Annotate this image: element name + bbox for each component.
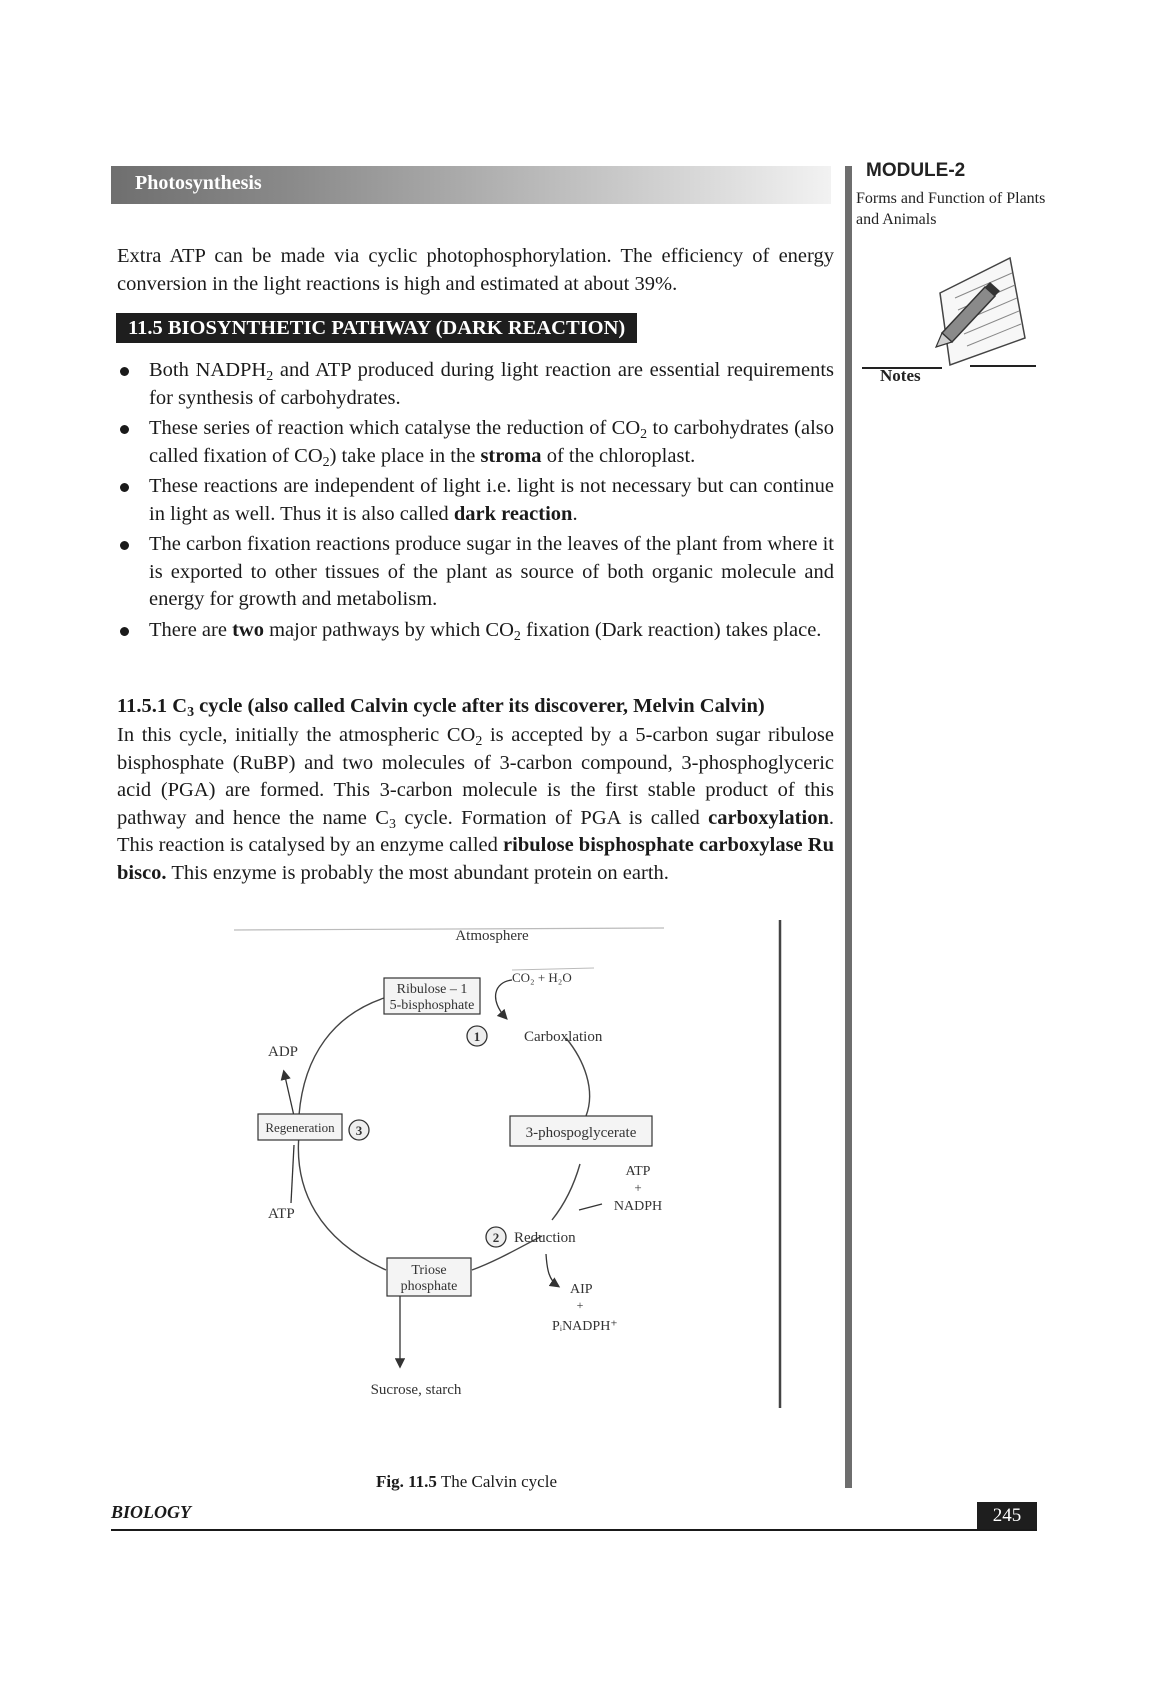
- regeneration-label: Regeneration: [265, 1120, 335, 1135]
- footer-subject: BIOLOGY: [111, 1502, 191, 1522]
- bullet-item: The carbon fixation reactions produce sugar in the leaves of the plant from where it is exported to other tissues of the plant as source of both organic molecule and energy for growth and metabolism.: [117, 531, 834, 614]
- module-subtitle: Forms and Function of Plants and Animals: [856, 190, 1046, 228]
- bullet-list: [117, 357, 834, 647]
- plus-sign-1: +: [634, 1180, 642, 1195]
- footer-rule: [111, 1529, 1037, 1531]
- arc-regeneration-triose: [298, 1135, 386, 1270]
- pi-nadph-label: PᵢNADPH⁺: [552, 1319, 618, 1334]
- co2-input-arrow: [496, 980, 512, 1018]
- triose-label-1: Triose: [411, 1263, 447, 1278]
- aip-label: AIP: [570, 1282, 593, 1297]
- bullet-item: These reactions are independent of light i.e. light is not necessary but can continue in light as well. Thus it is also called dark reaction.: [117, 473, 834, 528]
- arc-ribulose-regeneration: [299, 998, 384, 1115]
- step1-number: 1: [473, 1029, 481, 1044]
- notes-pencil-icon: [920, 253, 1035, 373]
- atp-in-label: ATP: [625, 1164, 651, 1179]
- chapter-header-bar: [111, 166, 831, 204]
- atmosphere-line: [234, 928, 664, 930]
- page-number: 245: [977, 1502, 1037, 1529]
- adp-label: ADP: [268, 1044, 299, 1060]
- chapter-title: Photosynthesis: [135, 172, 262, 194]
- figure-caption: [376, 1472, 557, 1492]
- calvin-cycle-diagram: [224, 920, 824, 1440]
- arc-carboxylation-pga: [566, 1038, 590, 1116]
- step2-number: 2: [492, 1230, 500, 1245]
- triose-label-2: phosphate: [400, 1279, 458, 1294]
- bullet-item: These series of reaction which catalyse the reduction of $CO_2$ to carbohydrates (also called fixation of $CO_2$) take place in the stroma of the chloroplast.: [117, 415, 834, 470]
- sucrose-label: Sucrose, starch: [370, 1382, 462, 1398]
- arc-pga-reduction: [552, 1164, 580, 1220]
- figure-caption-text: The Calvin cycle: [436, 1472, 557, 1491]
- section-heading: 11.5 BIOSYNTHETIC PATHWAY (DARK REACTION): [116, 313, 637, 343]
- co2-label: CO₂ + H₂O: [512, 970, 572, 985]
- module-title: MODULE-2: [866, 160, 966, 181]
- nadph-in-arrow: [579, 1204, 602, 1210]
- ribulose-label-2: 5-bisphosphate: [389, 998, 475, 1013]
- figure-caption-label: Fig. 11.5: [376, 1472, 437, 1491]
- atmosphere-label: Atmosphere: [455, 928, 529, 944]
- notes-rule-right: [970, 365, 1036, 367]
- atp-left-line: [291, 1145, 294, 1203]
- c3-cycle-paragraph: In this cycle, initially the atmospheric $CO_2$ is accepted by a 5-carbon sugar ribulose bisphosphate (RuBP) and two molecules of 3-carbon compound, 3-phosphoglyceric acid (PGA) are formed. This 3-carbon molecule is the first stable product of this pathway and hence the name $C_3$ cycle. Formation of PGA is called carboxylation. This reaction is catalysed by an enzyme called ribulose bisphosphate carboxylase Ru bisco. This enzyme is probably the most abundant protein on earth.: [117, 724, 834, 884]
- margin-divider: [845, 166, 852, 1488]
- intro-paragraph: Extra ATP can be made via cyclic photophosphorylation. The efficiency of energy conversion in the light reactions is high and estimated at about 39%.: [117, 245, 834, 295]
- bullet-item: There are two major pathways by which $CO_2$ fixation (Dark reaction) takes place.: [117, 617, 834, 645]
- phosphoglycerate-label: 3-phospoglycerate: [525, 1125, 637, 1141]
- ribulose-label-1: Ribulose – 1: [396, 982, 468, 997]
- plus-sign-2: +: [576, 1298, 584, 1312]
- notes-label: Notes: [880, 366, 921, 385]
- subsection-heading: 11.5.1 $C_3$ cycle (also called Calvin cycle after its discoverer, Melvin Calvin): [117, 695, 765, 721]
- reduction-output-arrow: [546, 1254, 558, 1286]
- adp-arrow: [284, 1072, 294, 1116]
- carboxylation-label: Carboxlation: [524, 1029, 603, 1045]
- atp-left-label: ATP: [268, 1206, 295, 1222]
- bullet-item: Both $NADPH_2$ and ATP produced during light reaction are essential requirements for synthesis of carbohydrates.: [117, 357, 834, 412]
- nadph-in-label: NADPH: [613, 1199, 663, 1214]
- reduction-label: Reduction: [514, 1230, 576, 1246]
- step3-number: 3: [355, 1123, 363, 1138]
